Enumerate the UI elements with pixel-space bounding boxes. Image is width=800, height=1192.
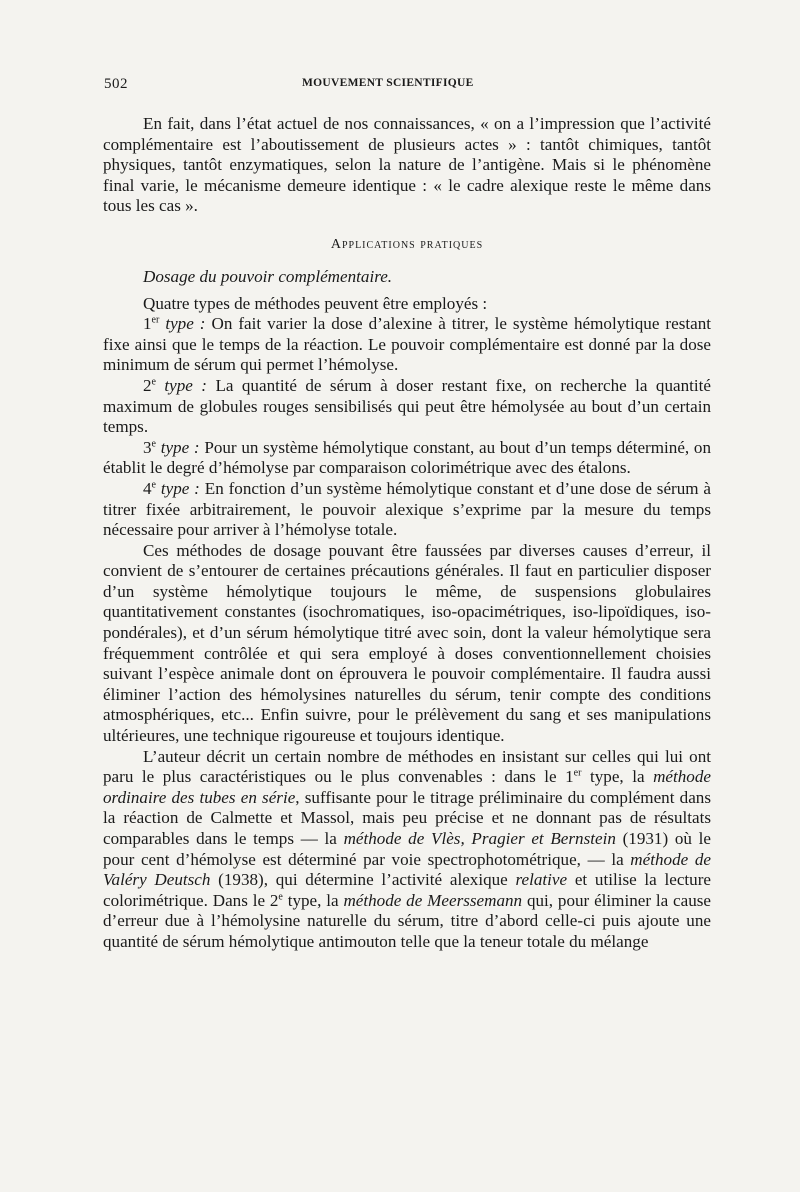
- method-name: méthode de Vlès, Pragier et Bernstein: [343, 829, 616, 848]
- type-label: type :: [160, 437, 200, 457]
- ordinal-suffix: er: [573, 767, 582, 779]
- type-ordinal: er: [151, 314, 160, 326]
- ordinal-number: 2: [269, 890, 279, 910]
- ordinal-number: 1: [565, 767, 574, 787]
- type-number: 3: [143, 437, 152, 457]
- type-number: 4: [143, 478, 152, 498]
- type-4-paragraph: [103, 479, 711, 541]
- methods-lead: Quatre types de méthodes peuvent être employés :: [143, 293, 488, 313]
- author-text: type, la: [581, 767, 654, 787]
- running-head: MOUVEMENT SCIENTIFIQUE: [302, 77, 474, 89]
- type-ordinal: e: [151, 438, 156, 450]
- author-text: qui, pour éliminer la cause d’erreur due à l’hémolysine naturelle du sérum, titre d’abord celle-ci puis ajoute une quantité de sérum hémolytique antimouton telle que la teneur totale du mélange: [103, 890, 711, 951]
- type-label: type :: [160, 478, 200, 498]
- precautions-paragraph: Ces méthodes de dosage pouvant être faussées par diverses causes d’erreur, il convient de s’entourer de certaines précautions générales. Il faut en particulier disposer d’un système hémolytique toujours le même, de suspensions globulaires quantitativement constantes (isochromatiques, iso-opacimétriques, iso-lipoïdiques, iso-pondérales), et d’un sérum hémolytique titré avec soin, dont la valeur hémolytique sera fréquemment contrôlée et qui sera employé à doses conventionnellement choisies suivant l’espèce animale dont on éprouvera le pouvoir complémentaire. Il faudra aussi éliminer l’action des hémolysines naturelles du sérum, tenir compte des conditions atmosphériques, etc... Enfin suivre, pour le prélèvement du sang et ses manipulations ultérieures, une technique rigoureuse et toujours identique.: [103, 540, 711, 746]
- type-label: type :: [164, 375, 208, 395]
- method-name: méthode de Meerssemann: [343, 890, 523, 910]
- method-name: méthode de Valéry Deutsch: [103, 849, 711, 890]
- section-heading: Applications pratiques: [330, 236, 484, 252]
- intro-paragraph: En fait, dans l’état actuel de nos connaissances, « on a l’impression que l’activité complémentaire est l’aboutissement de plusieurs actes » : tantôt chimiques, tantôt physiques, tantôt enzymatiques, selon la nature de l’antigène. Mais si le phénomène final varie, le mécanisme demeure identique : « le cadre alexique reste le même dans tous les cas ».: [103, 114, 711, 216]
- type-label: type :: [165, 314, 206, 334]
- type-ordinal: e: [151, 376, 156, 388]
- method-name: méthode ordinaire des tubes en série: [103, 767, 711, 807]
- author-text: (1931) où le pour cent d’hémolyse est déterminé par voie spectrophotométrique, — la: [103, 829, 712, 869]
- author-text: , suffisante pour le titrage préliminaire du complément dans la réaction de Calmette et Massol, mais peu précise et ne donnant pas de résultats comparables dans le temps — la: [103, 787, 711, 848]
- author-text: et utilise la lecture colorimétrique. Dans le: [103, 870, 711, 910]
- type-2-paragraph: [103, 376, 711, 438]
- type-text: On fait varier la dose d’alexine à titrer, le système hémolytique restant fixe ainsi que le temps de la réaction. Le pouvoir complémentaire est donné par la dose minimum de sérum qui permet l’hémolyse.: [103, 314, 711, 375]
- type-number: 1: [143, 314, 152, 334]
- author-methods-paragraph: [103, 747, 711, 953]
- section-subheading: Dosage du pouvoir complémentaire.: [143, 266, 393, 286]
- page-body: [103, 114, 711, 953]
- type-text: En fonction d’un système hémolytique constant et d’une dose de sérum à titrer fixée arbitrairement, le pouvoir alexique s’exprime par la mesure du temps nécessaire pour arriver à l’hémolyse totale.: [103, 478, 712, 540]
- author-text: type, la: [282, 890, 344, 910]
- type-text: Pour un système hémolytique constant, au bout d’un temps déterminé, on établit le degré d’hémolyse par comparaison colorimétrique avec des étalons.: [103, 437, 712, 478]
- type-1-paragraph: [103, 314, 711, 376]
- type-ordinal: e: [151, 479, 156, 491]
- author-text: (1938), qui détermine l’activité alexique: [210, 870, 516, 890]
- type-number: 2: [143, 375, 152, 395]
- type-text: La quantité de sérum à doser restant fixe, on recherche la quantité maximum de globules rouges sensibilisés qui peut être hémolysée au bout d’un certain temps.: [103, 375, 711, 437]
- type-3-paragraph: [103, 438, 711, 479]
- author-text: L’auteur décrit un certain nombre de méthodes en insistant sur celles qui lui ont paru le plus caractéristiques ou le plus convenables : dans le: [103, 746, 711, 787]
- emphasis-word: relative: [515, 870, 568, 890]
- page-header: [104, 76, 504, 96]
- ordinal-suffix: e: [278, 891, 283, 903]
- page-number: 502: [104, 76, 128, 92]
